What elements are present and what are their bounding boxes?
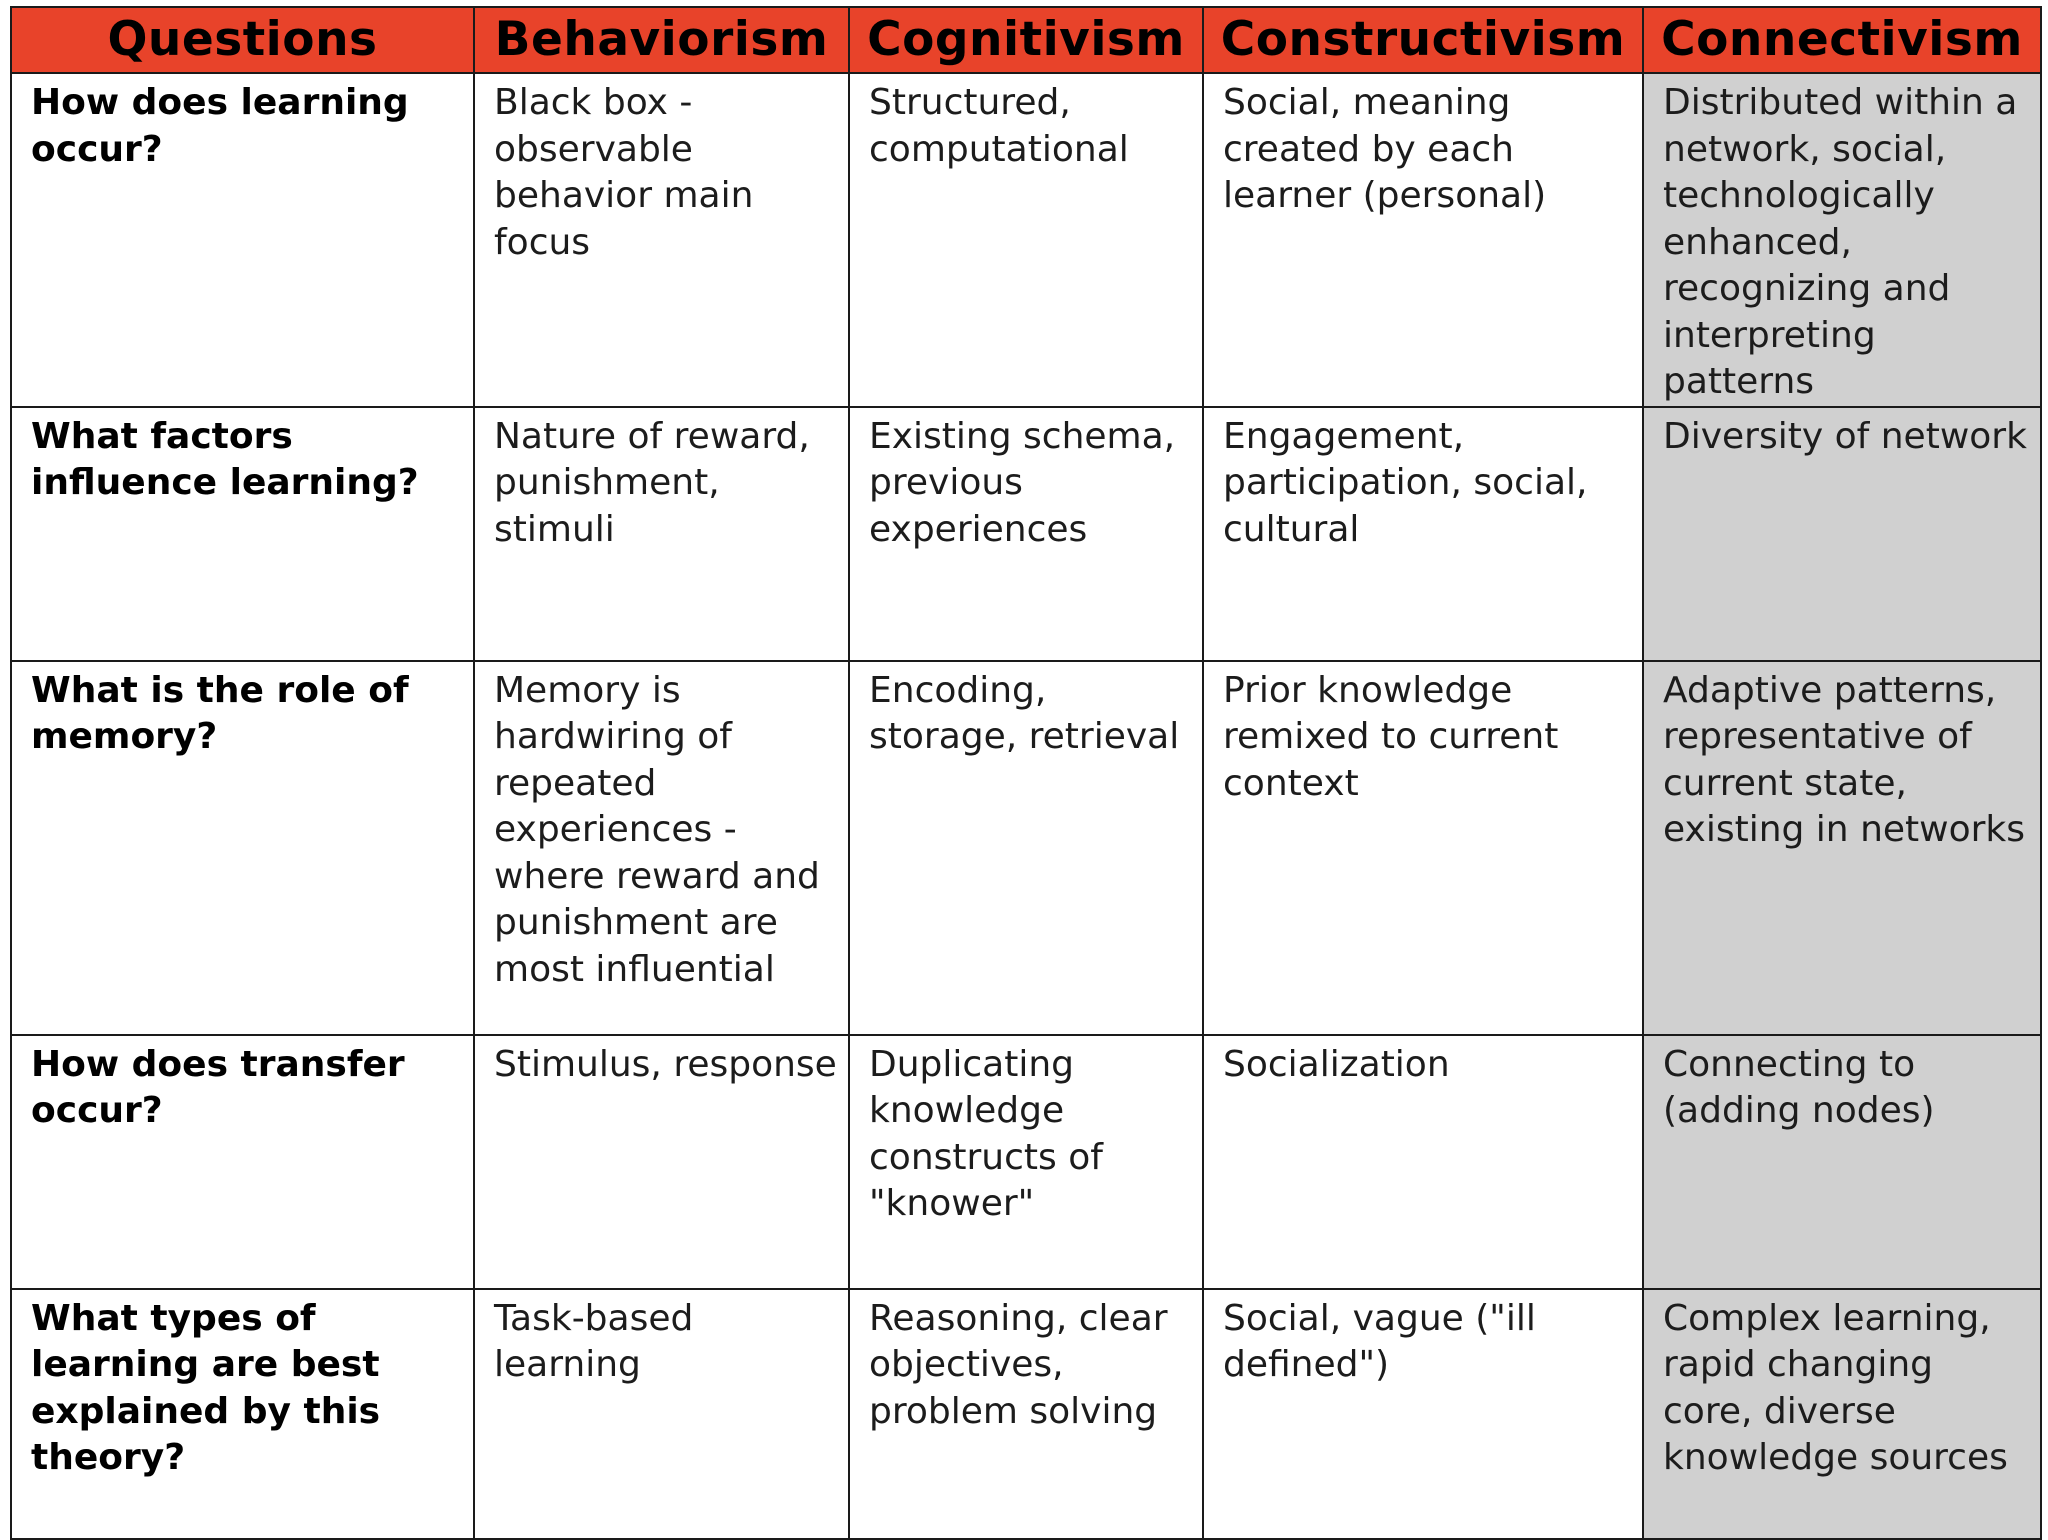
constructivism-cell: Socialization — [1203, 1035, 1643, 1289]
constructivism-cell: Engagement, participation, social, cultural — [1203, 407, 1643, 661]
table-row — [11, 1289, 2041, 1539]
header-cognitivism: Cognitivism — [849, 7, 1203, 73]
connectivism-cell: Distributed within a network, social, technologically enhanced, recognizing and interpreting patterns — [1643, 73, 2041, 407]
behaviorism-cell: Black box - observable behavior main focus — [474, 73, 849, 407]
table-row — [11, 661, 2041, 1035]
connectivism-cell: Diversity of network — [1643, 407, 2041, 661]
cognitivism-cell: Duplicating knowledge constructs of "knower" — [849, 1035, 1203, 1289]
behaviorism-cell: Nature of reward, punishment, stimuli — [474, 407, 849, 661]
behaviorism-cell: Stimulus, response — [474, 1035, 849, 1289]
cognitivism-cell: Structured, computational — [849, 73, 1203, 407]
learning-theories-table — [10, 6, 2042, 1540]
connectivism-cell: Complex learning, rapid changing core, diverse knowledge sources — [1643, 1289, 2041, 1539]
header-constructivism: Constructivism — [1203, 7, 1643, 73]
cognitivism-cell: Encoding, storage, retrieval — [849, 661, 1203, 1035]
table-row — [11, 73, 2041, 407]
behaviorism-cell: Memory is hardwiring of repeated experiences - where reward and punishment are most influential — [474, 661, 849, 1035]
behaviorism-cell: Task-based learning — [474, 1289, 849, 1539]
connectivism-cell: Adaptive patterns, representative of current state, existing in networks — [1643, 661, 2041, 1035]
question-cell: What factors influence learning? — [11, 407, 474, 661]
header-connectivism: Connectivism — [1643, 7, 2041, 73]
table-row — [11, 1035, 2041, 1289]
constructivism-cell: Prior knowledge remixed to current context — [1203, 661, 1643, 1035]
table-row — [11, 407, 2041, 661]
constructivism-cell: Social, vague ("ill defined") — [1203, 1289, 1643, 1539]
connectivism-cell: Connecting to (adding nodes) — [1643, 1035, 2041, 1289]
constructivism-cell: Social, meaning created by each learner (personal) — [1203, 73, 1643, 407]
cognitivism-cell: Reasoning, clear objectives, problem solving — [849, 1289, 1203, 1539]
question-cell: What is the role of memory? — [11, 661, 474, 1035]
header-behaviorism: Behaviorism — [474, 7, 849, 73]
question-cell: What types of learning are best explained by this theory? — [11, 1289, 474, 1539]
question-cell: How does transfer occur? — [11, 1035, 474, 1289]
cognitivism-cell: Existing schema, previous experiences — [849, 407, 1203, 661]
question-cell: How does learning occur? — [11, 73, 474, 407]
header-row — [11, 7, 2041, 73]
header-questions: Questions — [11, 7, 474, 73]
